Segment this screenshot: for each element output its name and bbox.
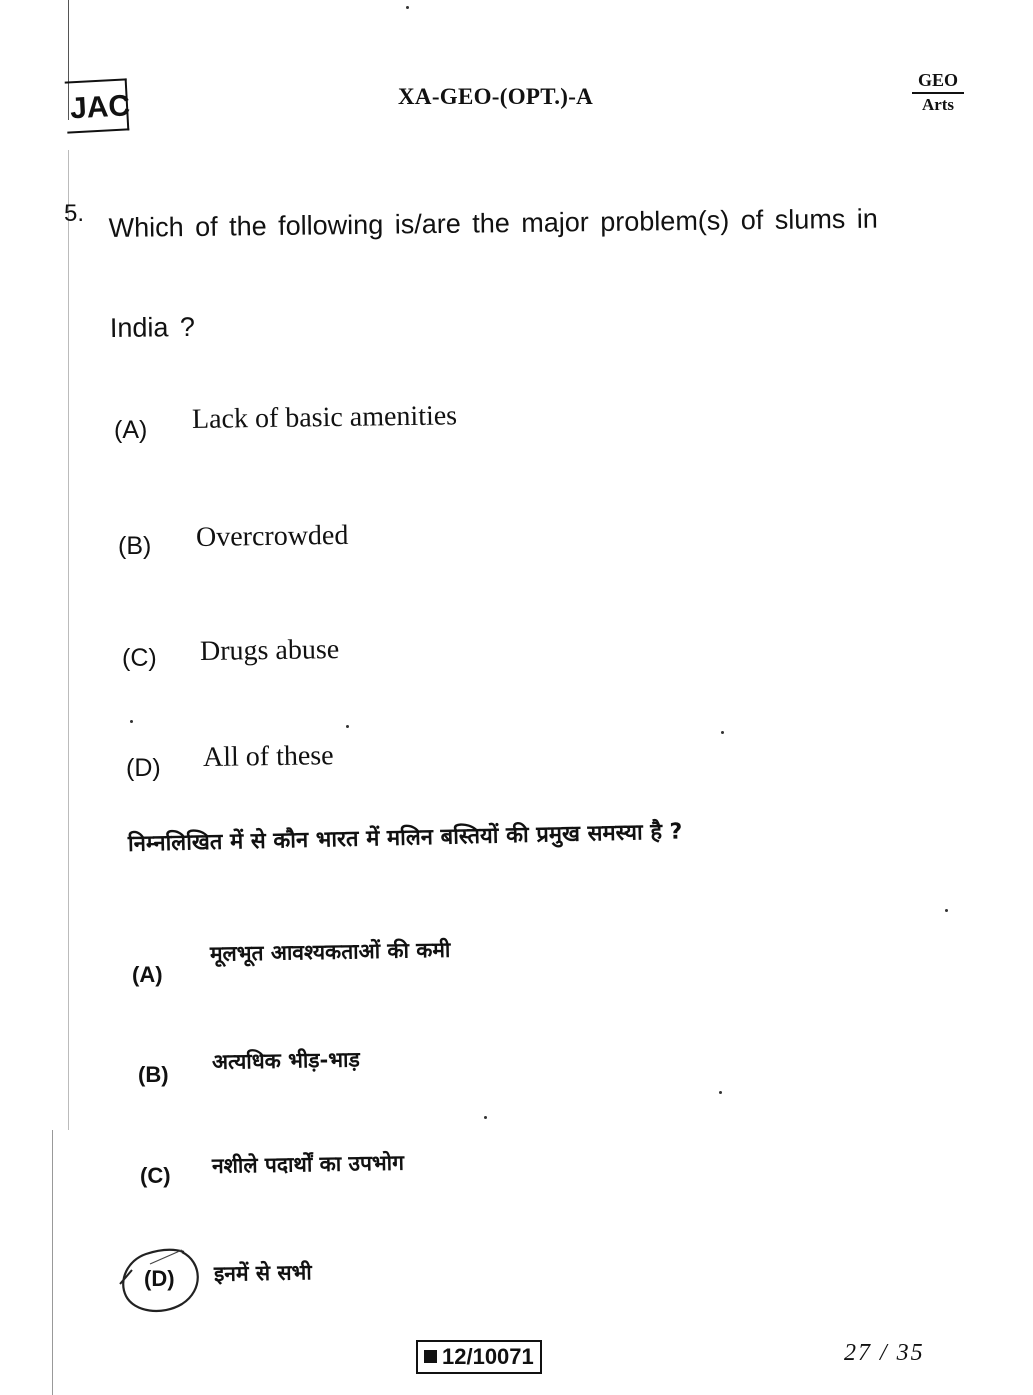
subject-stream: Arts [921, 95, 955, 114]
subject-label [912, 70, 964, 115]
scan-speck [130, 720, 133, 723]
question-number: 5. [64, 200, 85, 227]
booklet-code-text: 12/10071 [442, 1344, 534, 1369]
board-logo: JAC [65, 78, 130, 133]
option-d-text: All of these [202, 740, 334, 773]
scan-speck [406, 6, 409, 9]
hindi-option-b-text: अत्यधिक भीड़-भाड़ [211, 1047, 360, 1074]
hindi-option-a-label: (A) [132, 962, 163, 987]
question-text [108, 167, 980, 378]
answer-circle-mark [112, 1240, 212, 1318]
hindi-option-a-text: मूलभूत आवश्यकताओं की कमी [209, 937, 451, 966]
question-text-hindi: निम्नलिखित में से कौन भारत में मलिन बस्तियों की प्रमुख समस्या है ? [127, 819, 683, 857]
option-c-label: (C) [122, 644, 157, 672]
hindi-option-b-label: (B) [138, 1062, 169, 1087]
scan-speck [719, 1091, 722, 1094]
scan-speck [346, 725, 349, 728]
option-a-text: Lack of basic amenities [191, 400, 458, 435]
option-b-label: (B) [118, 532, 152, 560]
question-line-2: India ? [109, 311, 196, 343]
hindi-option-c-label: (C) [140, 1163, 171, 1188]
scan-speck [721, 731, 724, 734]
hindi-option-d-text: इनमें से सभी [213, 1260, 312, 1286]
scan-speck [484, 1116, 487, 1119]
hindi-option-d-label: (D) [144, 1266, 175, 1291]
paper-code: XA-GEO-(OPT.)-A [398, 84, 594, 109]
square-icon [424, 1350, 437, 1363]
subject-name: GEO [912, 70, 964, 94]
hindi-option-c-text: नशीले पदार्थों का उपभोग [211, 1150, 405, 1178]
margin-line [52, 1130, 53, 1395]
page-number: 27 / 35 [844, 1340, 925, 1366]
option-a-label: (A) [114, 416, 148, 444]
margin-line [68, 150, 69, 1130]
option-c-text: Drugs abuse [199, 634, 340, 667]
question-line-1: Which of the following is/are the major problem(s) of slums in [108, 203, 879, 243]
option-b-text: Overcrowded [195, 519, 349, 553]
booklet-code [416, 1340, 542, 1374]
option-d-label: (D) [126, 754, 161, 782]
scan-speck [945, 909, 948, 912]
